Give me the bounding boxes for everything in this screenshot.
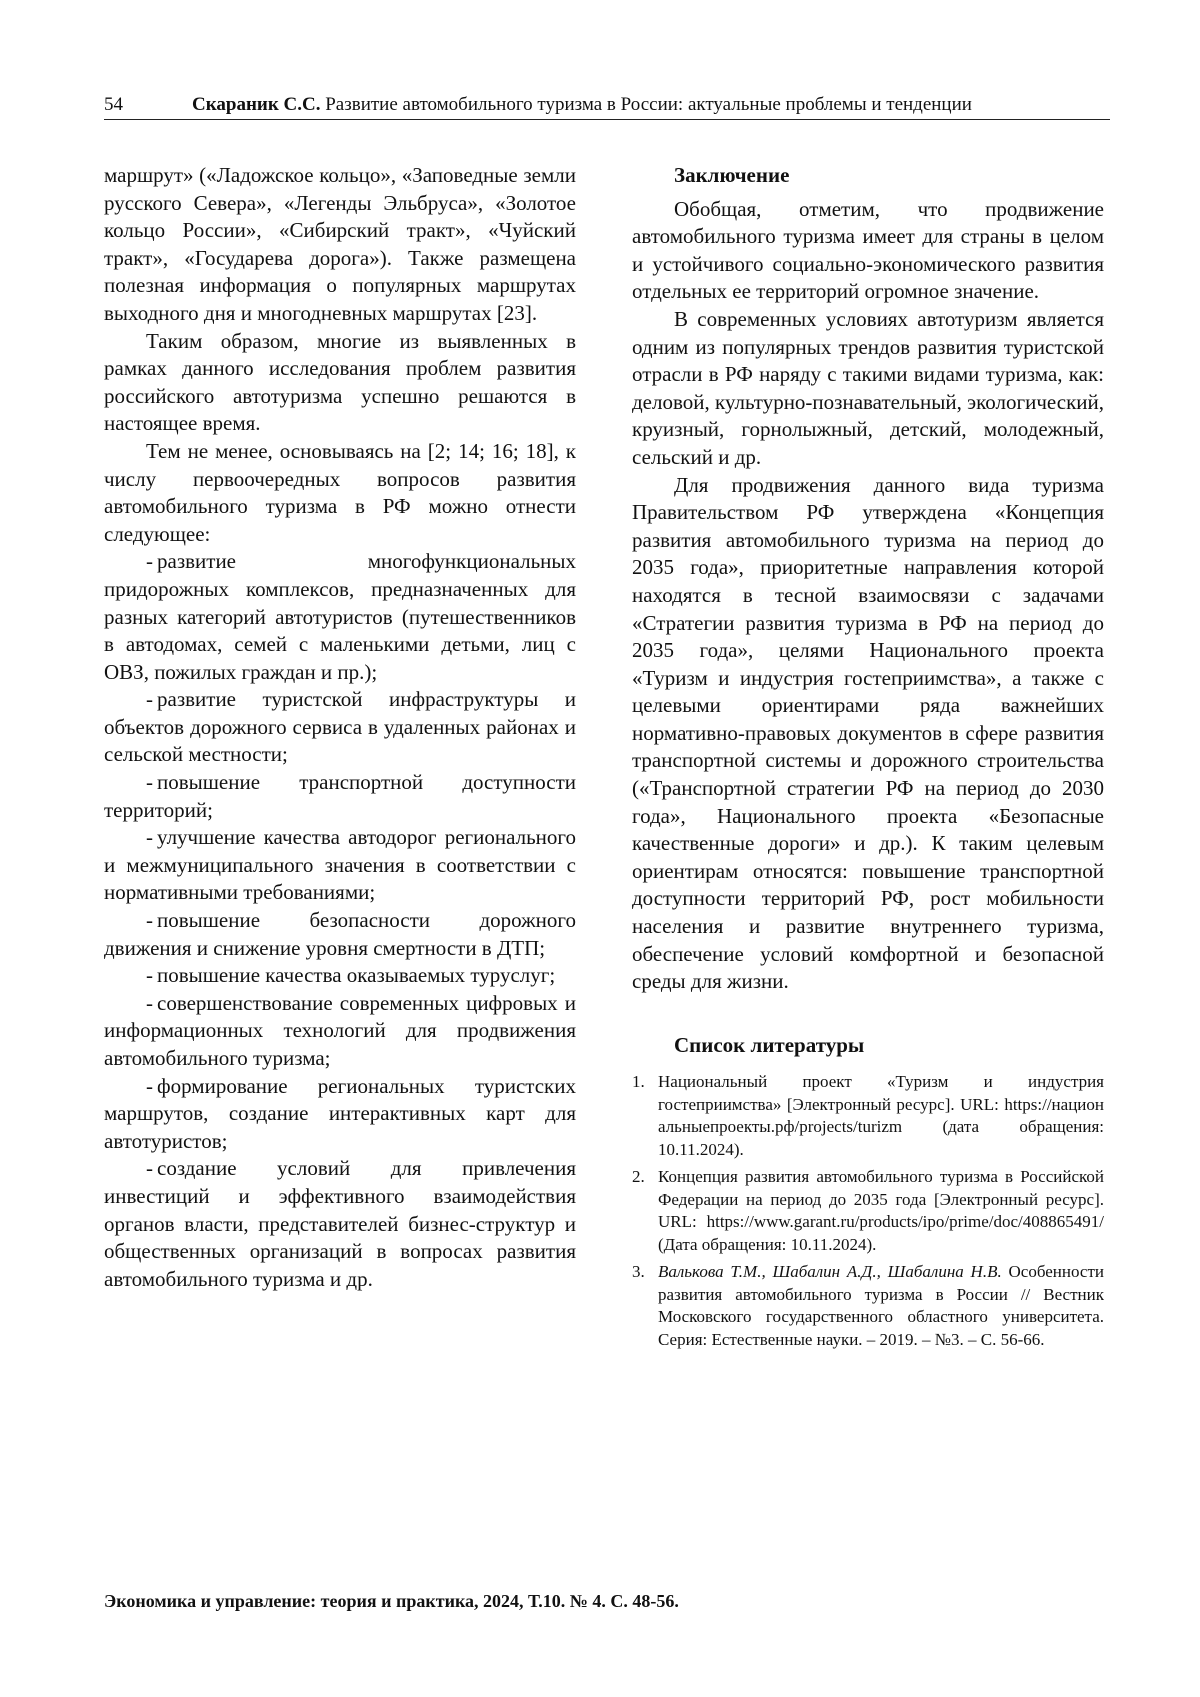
running-header xyxy=(104,94,1110,120)
reference-item: 1. Национальный проект «Туризм и индустрия гостеприимства» [Электронный ресурс]. URL: https://национальныепроекты.рф/projects/turizm (дата обращения: 10.11.2024). xyxy=(632,1071,1104,1161)
list-item: - создание условий для привлечения инвестиций и эффективного взаимодействия органов власти, представителей бизнес-структур и общественных организаций в вопросах развития автомобильного туризма и др. xyxy=(104,1155,576,1293)
header-author: Скараник С.С. xyxy=(192,94,320,115)
list-item: - улучшение качества автодорог регионального и межмуниципального значения в соответствии с нормативными требованиями; xyxy=(104,824,576,907)
list-item: - повышение качества оказываемых туруслуг; xyxy=(104,962,576,990)
left-column xyxy=(104,162,576,1293)
list-item: - формирование региональных туристских маршрутов, создание интерактивных карт для автотуристов; xyxy=(104,1073,576,1156)
priority-list xyxy=(104,548,576,1293)
right-column xyxy=(632,162,1104,1356)
reference-link[interactable]: https://www.garant.ru/products/ipo/prime/doc/408865491/ xyxy=(707,1212,1104,1231)
reference-number: 3. xyxy=(632,1261,658,1351)
paragraph: Таким образом, многие из выявленных в рамках данного исследования проблем развития российского автотуризма успешно решаются в настоящее время. xyxy=(104,328,576,438)
reference-authors: Валькова Т.М., Шабалин А.Д., Шабалина Н.В. xyxy=(658,1262,1002,1281)
header-title: Развитие автомобильного туризма в России: актуальные проблемы и тенденции xyxy=(325,94,972,115)
paragraph: В современных условиях автотуризм является одним из популярных трендов развития туристской отрасли в РФ наряду с такими видами туризма, как: деловой, культурно-познавательный, экологический, круизный, горнолыжный, детский, молодежный, сельский и др. xyxy=(632,306,1104,472)
reference-item: 2. Концепция развития автомобильного туризма в Российской Федерации на период до 2035 года [Электронный ресурс]. URL: https://www.garant.ru/products/ipo/prime/doc/408865491/ (Дата обращения: 10.11.2024). xyxy=(632,1166,1104,1256)
references-list xyxy=(632,1071,1104,1351)
reference-number: 2. xyxy=(632,1166,658,1256)
reference-number: 1. xyxy=(632,1071,658,1161)
dash-marker: - xyxy=(146,687,153,711)
conclusion-heading: Заключение xyxy=(632,162,1104,190)
dash-marker: - xyxy=(146,963,153,987)
list-item: - повышение транспортной доступности территорий; xyxy=(104,769,576,824)
paragraph: Для продвижения данного вида туризма Правительством РФ утверждена «Концепция развития автомобильного туризма на период до 2035 года», приоритетные направления которой находятся в тесной взаимосвязи с задачами «Стратегии развития туризма в РФ на период до 2035 года», целями Национального проекта «Туризм и индустрия гостеприимства», а также с целевыми ориентирами ряда важнейших нормативно-правовых документов в сфере развития транспортной системы и дорожного строительства («Транспортной стратегии РФ на период до 2030 года», Национального проекта «Безопасные качественные дороги» и др.). К таким целевым ориентирам относятся: повышение транспортной доступности территорий РФ, рост мобильности населения и развитие внутреннего туризма, обеспечение условий комфортной и безопасной среды для жизни. xyxy=(632,472,1104,996)
dash-marker: - xyxy=(146,991,153,1015)
reference-item: 3. Валькова Т.М., Шабалин А.Д., Шабалина Н.В. Особенности развития автомобильного туризма в России // Вестник Московского государственного областного университета. Серия: Естественные науки. – 2019. – №3. – С. 56-66. xyxy=(632,1261,1104,1351)
list-item: - развитие туристской инфраструктуры и объектов дорожного сервиса в удаленных районах и сельской местности; xyxy=(104,686,576,769)
list-item: - совершенствование современных цифровых и информационных технологий для продвижения автомобильного туризма; xyxy=(104,990,576,1073)
list-item: - повышение безопасности дорожного движения и снижение уровня смертности в ДТП; xyxy=(104,907,576,962)
dash-marker: - xyxy=(146,770,153,794)
dash-marker: - xyxy=(146,825,153,849)
journal-footer: Экономика и управление: теория и практика, 2024, Т.10. № 4. С. 48-56. xyxy=(104,1591,679,1612)
paragraph: Тем не менее, основываясь на [2; 14; 16; 18], к числу первоочередных вопросов развития автомобильного туризма в РФ можно отнести следующее: xyxy=(104,438,576,548)
dash-marker: - xyxy=(146,549,153,573)
reference-link[interactable]: https://национальныепроекты.рф/projects/turizm xyxy=(658,1095,1104,1137)
dash-marker: - xyxy=(146,1156,153,1180)
references-heading: Список литературы xyxy=(632,1032,1104,1060)
list-item: - развитие многофункциональных придорожных комплексов, предназначенных для разных категорий автотуристов (путешественников в автодомах, семей с маленькими детьми, лиц с ОВЗ, пожилых граждан и пр.); xyxy=(104,548,576,686)
dash-marker: - xyxy=(146,1074,153,1098)
paragraph: Обобщая, отметим, что продвижение автомобильного туризма имеет для страны в целом и устойчивого социально-экономического развития отдельных ее территорий огромное значение. xyxy=(632,196,1104,306)
page-number: 54 xyxy=(104,94,192,116)
dash-marker: - xyxy=(146,908,153,932)
paragraph: маршрут» («Ладожское кольцо», «Заповедные земли русского Севера», «Легенды Эльбруса», «Золотое кольцо России», «Сибирский тракт», «Чуйский тракт», «Государева дорога»). Также размещена полезная информация о популярных маршрутах выходного дня и многодневных маршрутах [23]. xyxy=(104,162,576,328)
